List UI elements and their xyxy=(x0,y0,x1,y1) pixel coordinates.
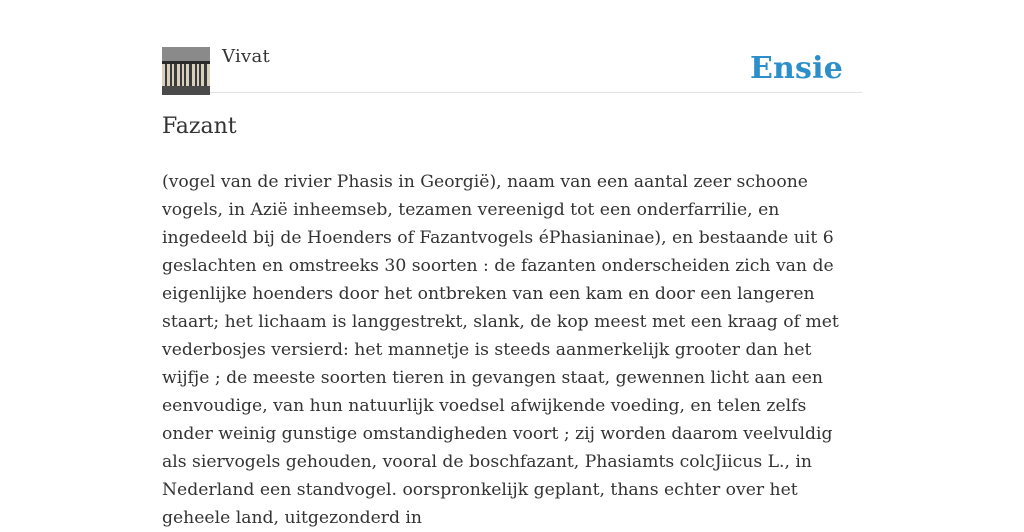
bookshelf-avatar-icon[interactable] xyxy=(162,47,210,95)
article-body: (vogel van de rivier Phasis in Georgië), naam van een aantal zeer schoone vogels, in Azië inheemseb, tezamen vereenigd tot een onderfarrilie, en ingedeeld bij de Hoenders of Fazantvogels éPhasianinae), en bestaande uit 6 geslachten en omstreeks 30 soorten : de fazanten onderscheiden zich van de eigenlijke hoenders door het ontbreken van een kam en door een langeren staart; het lichaam is langgestrekt, slank, de kop meest met een kraag of met vederbosjes versierd: het mannetje is steeds aanmerkelijk grooter dan het wijfje ; de meeste soorten tieren in gevangen staat, gewennen licht aan een eenvoudige, van hun natuurlijk voedsel afwijkende voeding, en telen zelfs onder weinig gunstige omstandigheden voort ; zij worden daarom veelvuldig als siervogels gehouden, vooral de boschfazant, Phasiamts colcJiicus L., in Nederland een standvogel. oorspronkelijk geplant, thans echter over het geheele land, uitgezonderd in xyxy=(162,172,839,528)
page-title: Fazant xyxy=(162,114,237,139)
brand-logo[interactable]: Ensie xyxy=(749,51,843,86)
bookshelf-icon xyxy=(162,47,210,95)
source-name[interactable]: Vivat xyxy=(222,46,271,67)
header xyxy=(162,46,862,93)
